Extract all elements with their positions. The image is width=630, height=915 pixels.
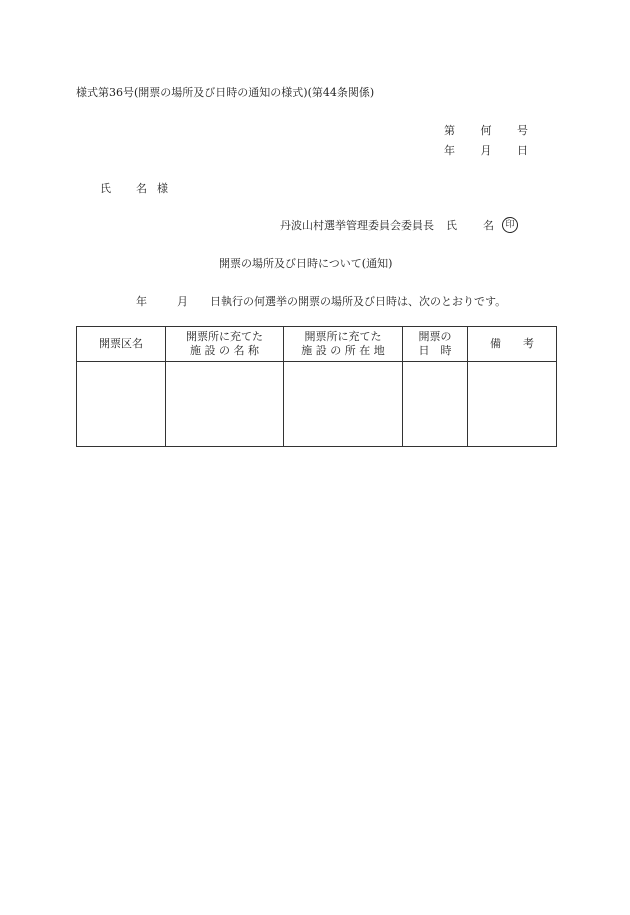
header-text: 開票の (418, 330, 452, 343)
sender-name-label: 名 (483, 219, 494, 232)
seal-mark: 印 (502, 217, 518, 233)
header-datetime (403, 327, 468, 362)
body-text (136, 293, 506, 309)
date-month: 月 (480, 144, 492, 157)
doc-number-dai: 第 (444, 124, 455, 137)
header-district-name (77, 327, 166, 362)
date-year: 年 (444, 144, 455, 157)
addressee-honorific: 様 (157, 182, 168, 195)
header-facility-location (284, 327, 403, 362)
document-number (444, 122, 528, 138)
header-text: 日 時 (418, 344, 452, 357)
cell-facility-name (166, 362, 284, 447)
form-title: 様式第36号(開票の場所及び日時の通知の様式)(第44条関係) (76, 86, 375, 99)
addressee-surname-label: 氏 (100, 182, 111, 195)
header-text: 開票所に充てた (186, 330, 263, 343)
header-text: 開票所に充てた (304, 330, 382, 343)
sender-organization: 丹波山村選挙管理委員会委員長 (280, 219, 434, 232)
subject-heading: 開票の場所及び日時について(通知) (219, 257, 393, 270)
body-month: 月 (177, 295, 188, 308)
cell-district-name (77, 362, 166, 447)
addressee-name-label: 名 (136, 182, 147, 195)
header-text: 備 考 (490, 337, 534, 350)
body-year: 年 (136, 295, 147, 308)
header-text: 施 設 の 名 称 (190, 344, 259, 357)
cell-remarks (468, 362, 557, 447)
header-remarks (468, 327, 557, 362)
body-sentence: 日執行の何選挙の開票の場所及び日時は、次のとおりです。 (210, 295, 507, 308)
header-text: 施 設 の 所 在 地 (301, 344, 385, 357)
doc-number-nani: 何 (480, 124, 492, 137)
header-text: 開票区名 (99, 337, 143, 350)
sender-surname-label: 氏 (446, 219, 457, 232)
addressee (100, 180, 168, 196)
cell-facility-location (284, 362, 403, 447)
table-header-row (77, 327, 557, 362)
venue-table (76, 326, 557, 447)
document-date (444, 142, 528, 158)
table-row (77, 362, 557, 447)
date-day: 日 (517, 144, 528, 157)
sender-line (280, 217, 518, 233)
cell-datetime (403, 362, 468, 447)
header-facility-name (166, 327, 284, 362)
doc-number-go: 号 (517, 124, 528, 137)
